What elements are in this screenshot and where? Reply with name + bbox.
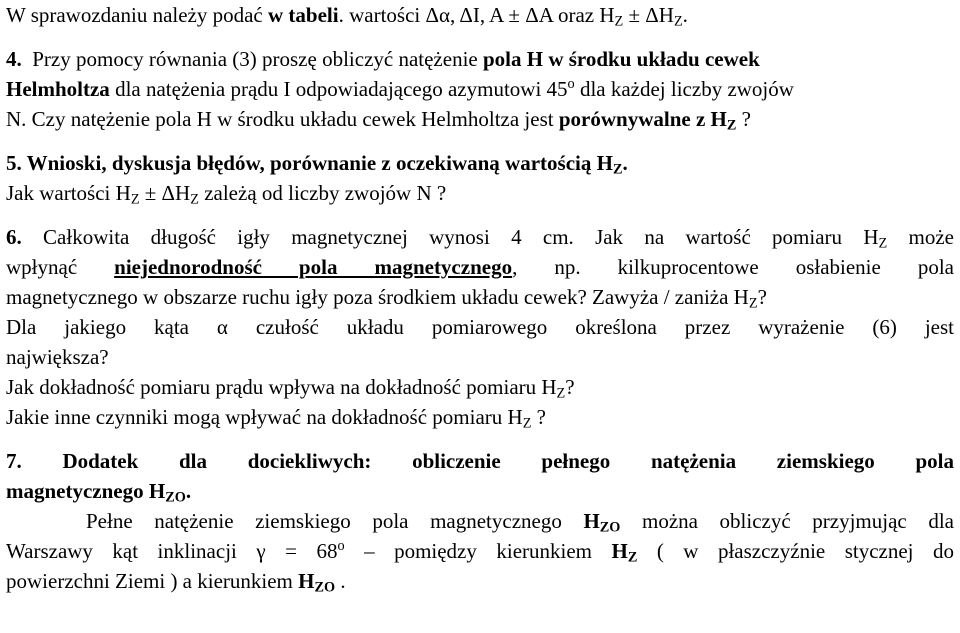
comparable-bold: porównywalne z H: [558, 107, 727, 131]
section-7-line4-end: ( w płaszczyźnie stycznej do: [637, 539, 954, 563]
question-mark: ?: [736, 107, 751, 131]
section-6-line1-end: może: [887, 225, 954, 249]
degree-sup: o: [567, 76, 575, 93]
question-mark: ?: [531, 405, 546, 429]
question-mark: ?: [565, 375, 575, 399]
sub-z: Z: [130, 191, 140, 208]
section-4-number: 4.: [6, 47, 22, 71]
sub-z: Z: [726, 117, 737, 134]
section-4-line3: N. Czy natężenie pola H w środku układu cewek Helmholtza jest: [6, 107, 559, 131]
degree-sup: o: [337, 538, 345, 555]
section-6-line2-end: , np. kilkuprocentowe osłabienie pola: [512, 255, 954, 279]
sub-z: Z: [614, 13, 624, 30]
section-7-line3-end: można obliczyć przyjmując dla: [620, 509, 954, 533]
section-5: [6, 148, 954, 208]
intro-line: [6, 0, 954, 30]
section-5-question-end: zależą od liczby zwojów N ?: [198, 181, 447, 205]
sub-z: Z: [612, 161, 623, 178]
sub-z: Z: [190, 191, 199, 208]
pm-dh: ± ΔH: [623, 3, 674, 27]
h-bold: H: [611, 539, 628, 563]
section-6-line4: Dla jakiego kąta α czułość układu pomiarowego określona przez wyrażenie (6) jest: [6, 315, 954, 339]
section-7-heading-cont: magnetycznego H: [6, 479, 166, 503]
pm-dh: ± ΔH: [139, 181, 191, 205]
sub-z: Z: [878, 235, 888, 252]
section-6-line6: Jak dokładność pomiaru prądu wpływa na dokładność pomiaru H: [6, 375, 557, 399]
section-6-line3: magnetycznego w obszarze ruchu igły poza środkiem układu cewek? Zawyża / zaniża H: [6, 285, 749, 309]
h-bold: H: [298, 569, 315, 593]
sub-z: Z: [748, 295, 758, 312]
section-6-number: 6.: [6, 225, 22, 249]
section-4: [6, 44, 954, 134]
section-6-line5: największa?: [6, 345, 109, 369]
sub-z: Z: [673, 13, 683, 30]
section-4-bold: pola H w środku układu cewek: [482, 47, 760, 71]
h-bold: H: [583, 509, 600, 533]
sub-zo: ZO: [314, 579, 336, 596]
sub-z: Z: [627, 549, 638, 566]
section-6-line2: wpłynąć: [6, 255, 115, 279]
intro-values: . wartości Δα, ΔI, A ± ΔA oraz H: [338, 3, 615, 27]
nonuniformity-underlined: niejednorodność pola magnetycznego: [114, 255, 513, 279]
period: .: [185, 479, 192, 503]
section-4-line2-end: dla każdej liczby zwojów: [574, 77, 794, 101]
intro-text: W sprawozdaniu należy podać: [6, 3, 269, 27]
sub-zo: ZO: [165, 489, 186, 506]
period: .: [335, 569, 346, 593]
section-6-line1: Całkowita długość igły magnetycznej wynosi 4 cm. Jak na wartość pomiaru H: [21, 225, 879, 249]
section-7-heading: 7. Dodatek dla dociekliwych: obliczenie pełnego natężenia ziemskiego pola: [6, 449, 954, 473]
section-7-line3: Pełne natężenie ziemskiego pola magnetycznego: [86, 509, 584, 533]
section-7: [6, 446, 954, 596]
section-6-line7: Jakie inne czynniki mogą wpływać na dokładność pomiaru H: [6, 405, 523, 429]
section-5-question: Jak wartości H: [6, 181, 131, 205]
section-4-line2: dla natężenia prądu I odpowiadającego azymutowi 45: [109, 77, 568, 101]
sub-z: Z: [522, 415, 532, 432]
intro-bold: w tabeli: [268, 3, 339, 27]
section-5-heading: 5. Wnioski, dyskusja błędów, porównanie z oczekiwaną wartością H: [6, 151, 613, 175]
question-mark: ?: [757, 285, 767, 309]
helmholtz-bold: Helmholtza: [6, 77, 110, 101]
section-7-line4-mid: – pomiędzy kierunkiem: [344, 539, 612, 563]
section-6: [6, 222, 954, 432]
section-4-text: Przy pomocy równania (3) proszę obliczyć natężenie: [21, 47, 483, 71]
section-7-line4: Warszawy kąt inklinacji γ = 68: [6, 539, 338, 563]
section-7-line5: powierzchni Ziemi ) a kierunkiem: [6, 569, 299, 593]
period: .: [622, 151, 628, 175]
sub-zo: ZO: [599, 519, 621, 536]
period: .: [682, 3, 688, 27]
sub-z: Z: [556, 385, 566, 402]
